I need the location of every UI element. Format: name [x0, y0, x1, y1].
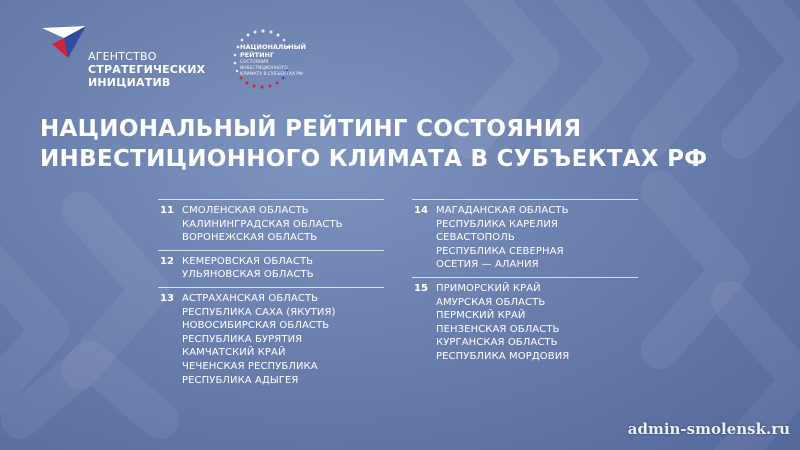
ranking-column-left: [158, 199, 384, 392]
rating-logo-text: [240, 44, 306, 78]
asi-line1: АГЕНТСТВО: [88, 50, 157, 63]
region-name: КАМЧАТСКИЙ КРАЙ: [182, 347, 286, 359]
region-name: ПРИМОРСКИЙ КРАЙ: [436, 282, 541, 294]
asi-logo: [40, 24, 210, 88]
title-line1: НАЦИОНАЛЬНЫЙ РЕЙТИНГ СОСТОЯНИЯ: [40, 116, 582, 142]
region-name: АМУРСКАЯ ОБЛАСТЬ: [436, 296, 546, 308]
rank-group: [158, 250, 384, 287]
region-name: РЕСПУБЛИКА АДЫГЕЯ: [182, 374, 299, 386]
rating-sub3: КЛИМАТА В СУБЪЕКТАХ РФ: [240, 72, 303, 78]
rating-line1: НАЦИОНАЛЬНЫЙ: [240, 43, 306, 51]
rank-group: [412, 277, 638, 369]
rating-sub1: СОСТОЯНИЯ: [240, 60, 269, 65]
region-name: СЕВАСТОПОЛЬ: [436, 232, 515, 244]
watermark: admin-smolensk.ru: [627, 420, 790, 438]
region-name: КУРГАНСКАЯ ОБЛАСТЬ: [436, 337, 558, 349]
asi-line3: ИНИЦИАТИВ: [88, 76, 171, 89]
rating-logo: [230, 26, 320, 90]
region-list: [182, 292, 336, 387]
region-name: ПЕНЗЕНСКАЯ ОБЛАСТЬ: [436, 323, 560, 335]
rating-line2: РЕЙТИНГ: [240, 50, 275, 59]
asi-line2: СТРАТЕГИЧЕСКИХ: [88, 63, 206, 76]
rank-group: [158, 199, 384, 250]
rank-number: 13: [160, 292, 174, 304]
region-name: ВОРОНЕЖСКАЯ ОБЛАСТЬ: [182, 232, 318, 244]
region-name: МАГАДАНСКАЯ ОБЛАСТЬ: [436, 205, 569, 216]
ranking-column-right: [412, 199, 638, 369]
region-name: АСТРАХАНСКАЯ ОБЛАСТЬ: [182, 292, 319, 304]
region-list: [182, 204, 343, 245]
region-name: РЕСПУБЛИКА МОРДОВИЯ: [436, 350, 570, 362]
region-name: КАЛИНИНГРАДСКАЯ ОБЛАСТЬ: [182, 218, 343, 230]
region-name: РЕСПУБЛИКА КАРЕЛИЯ: [436, 218, 558, 230]
rank-number: 15: [414, 282, 428, 294]
region-name: СМОЛЕНСКАЯ ОБЛАСТЬ: [182, 205, 309, 216]
region-list: [436, 204, 569, 272]
rank-group: [158, 287, 384, 392]
paper-plane-logo-icon: [40, 24, 90, 60]
region-name: НОВОСИБИРСКАЯ ОБЛАСТЬ: [182, 320, 330, 332]
asi-logo-text: [88, 50, 205, 89]
region-name: УЛЬЯНОВСКАЯ ОБЛАСТЬ: [182, 269, 314, 281]
region-list: [436, 282, 569, 364]
region-list: [182, 255, 314, 282]
region-name: РЕСПУБЛИКА САХА (ЯКУТИЯ): [182, 306, 336, 318]
region-name: ОСЕТИЯ — АЛАНИЯ: [436, 259, 539, 271]
rank-number: 14: [414, 205, 428, 216]
region-name: ЧЕЧЕНСКАЯ РЕСПУБЛИКА: [182, 360, 318, 372]
page-title: [40, 114, 707, 174]
region-name: РЕСПУБЛИКА СЕВЕРНАЯ: [436, 245, 564, 257]
rank-group: [412, 199, 638, 277]
rank-number: 12: [160, 255, 174, 267]
region-name: КЕМЕРОВСКАЯ ОБЛАСТЬ: [182, 255, 314, 267]
region-name: ПЕРМСКИЙ КРАЙ: [436, 310, 526, 322]
title-line2: ИНВЕСТИЦИОННОГО КЛИМАТА В СУБЪЕКТАХ РФ: [40, 146, 708, 172]
region-name: РЕСПУБЛИКА БУРЯТИЯ: [182, 333, 303, 345]
rating-sub2: ИНВЕСТИЦИОННОГО: [240, 66, 288, 72]
rank-number: 11: [160, 205, 174, 216]
